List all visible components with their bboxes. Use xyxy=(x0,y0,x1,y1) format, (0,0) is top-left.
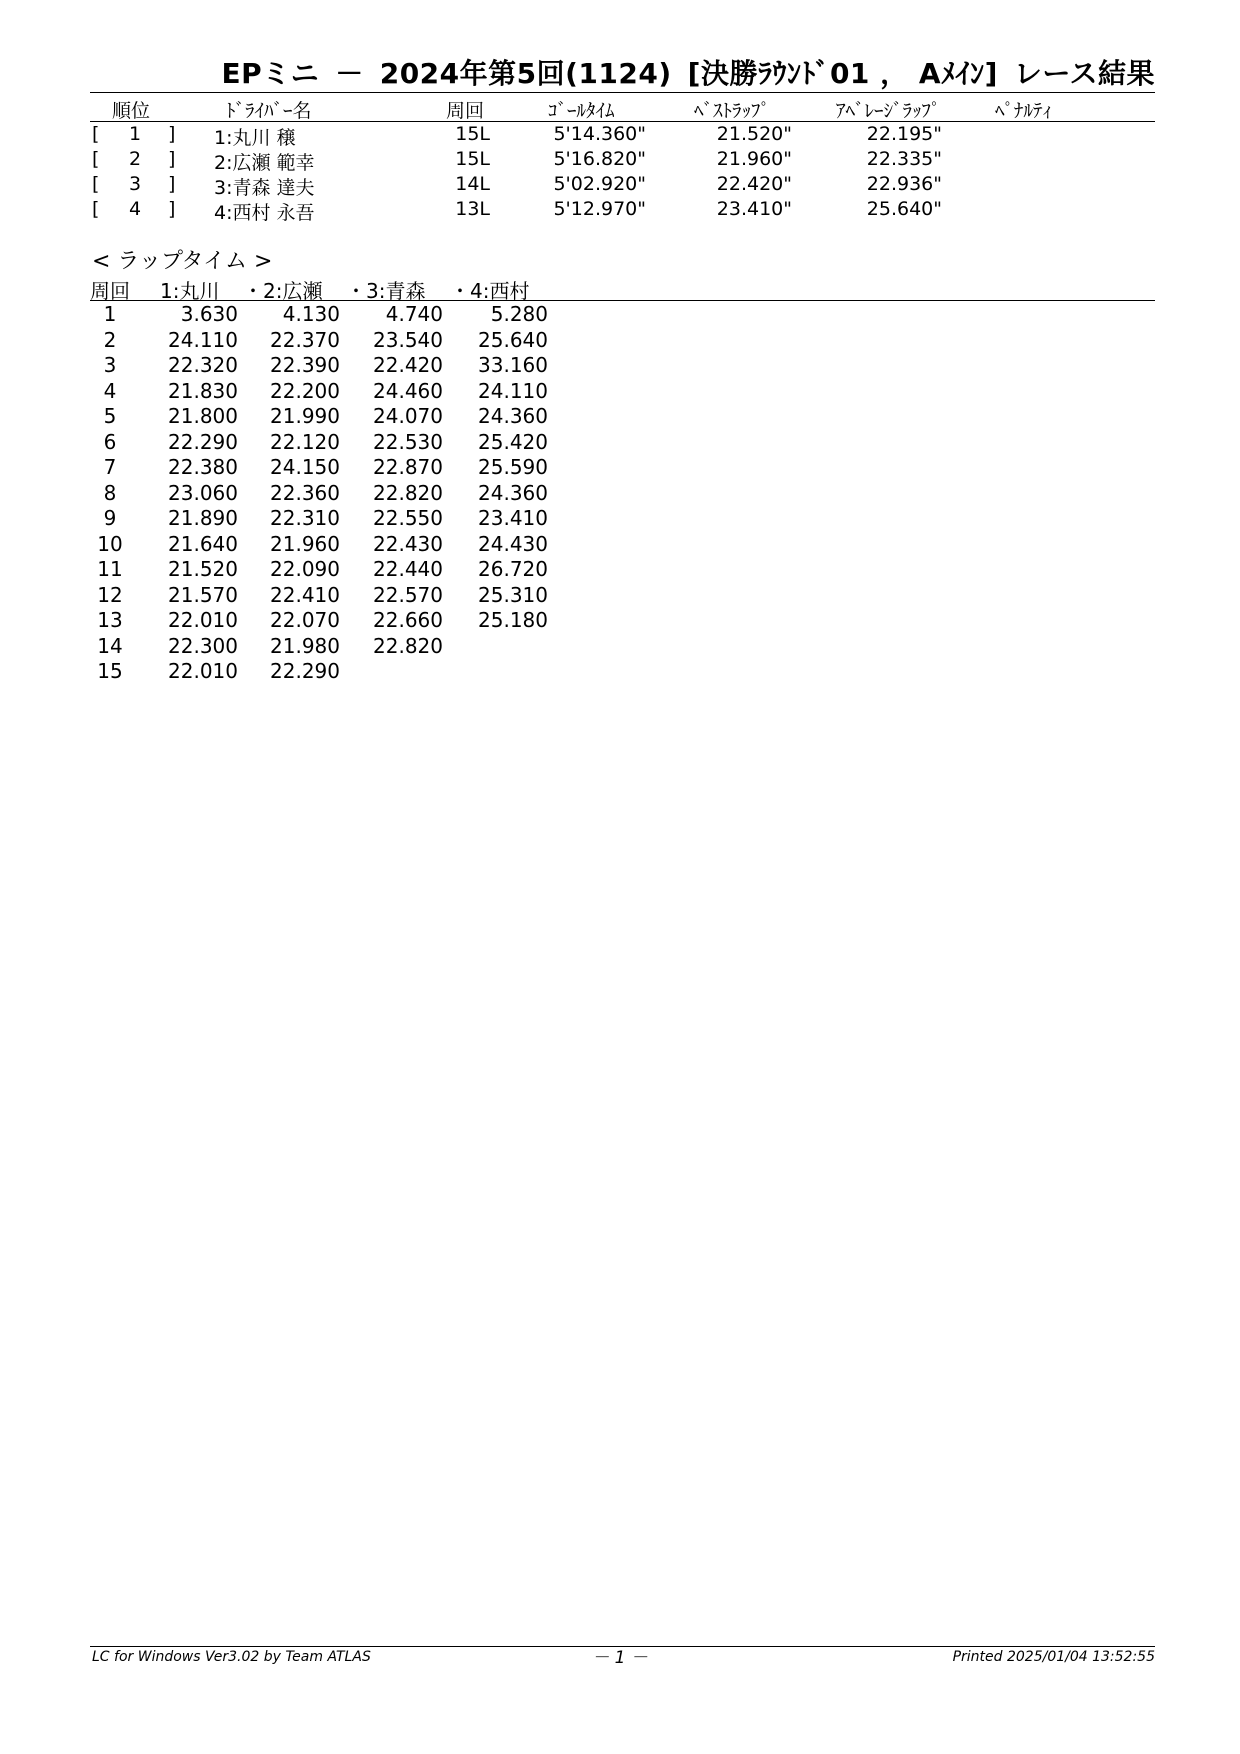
lap-number-cell: 14 xyxy=(97,633,123,658)
lap-time-driver4: 24.430 xyxy=(478,531,548,556)
header-laps: 周回 xyxy=(446,100,485,122)
lap-time-driver2: 24.150 xyxy=(270,455,340,479)
bracket-close: ] xyxy=(168,148,176,170)
result-row xyxy=(0,198,1240,223)
lap-number-cell: 10 xyxy=(97,531,123,556)
laps-header-driver4: ・4:西村 xyxy=(450,279,530,303)
lap-time-driver2: 22.370 xyxy=(270,327,340,352)
goal-time-cell: 5'16.820" xyxy=(553,148,646,170)
lap-time-driver2: 22.310 xyxy=(270,506,340,530)
lap-row xyxy=(0,404,600,429)
header-goal-time: ｺﾞｰﾙﾀｲﾑ xyxy=(548,100,615,122)
lap-time-driver1: 21.890 xyxy=(168,506,238,530)
title-series: EPミニ xyxy=(221,57,320,90)
lap-row xyxy=(0,455,600,480)
lap-row xyxy=(0,353,600,378)
lap-time-driver3: 24.460 xyxy=(373,378,443,403)
lap-number-cell: 8 xyxy=(103,480,117,505)
lap-time-driver1: 3.630 xyxy=(180,302,238,326)
lap-row xyxy=(0,302,600,327)
header-rule xyxy=(90,121,1155,122)
lap-number-cell: 2 xyxy=(103,327,117,352)
laps-header-driver3: ・3:青森 xyxy=(346,279,426,303)
lap-time-driver3: 22.420 xyxy=(373,353,443,377)
lap-row xyxy=(0,379,600,404)
lap-number-cell: 6 xyxy=(103,429,117,454)
lap-time-driver1: 24.110 xyxy=(168,327,238,352)
lap-time-driver1: 22.380 xyxy=(168,455,238,479)
best-lap-cell: 23.410" xyxy=(716,198,792,220)
lap-time-driver2: 22.360 xyxy=(270,480,340,505)
lap-time-driver4: 25.420 xyxy=(478,429,548,454)
header-avg-lap: ｱﾍﾞﾚｰｼﾞﾗｯﾌﾟ xyxy=(836,100,941,122)
lap-time-driver4: 26.720 xyxy=(478,557,548,581)
rank-cell: 4 xyxy=(128,198,142,220)
driver-cell: 4:西村 永吾 xyxy=(214,202,315,224)
bracket-close: ] xyxy=(168,173,176,195)
lap-time-driver3: 23.540 xyxy=(373,327,443,352)
title-event: 2024年第5回(1124) xyxy=(379,57,672,90)
lap-time-driver1: 21.640 xyxy=(168,531,238,556)
lap-number-cell: 9 xyxy=(103,506,117,530)
lap-time-driver2: 22.410 xyxy=(270,582,340,607)
page-number: － 1 － xyxy=(592,1648,648,1668)
laps-cell: 14L xyxy=(455,173,490,195)
avg-lap-cell: 22.335" xyxy=(866,148,942,170)
lap-number-cell: 7 xyxy=(103,455,117,479)
lap-time-driver2: 22.290 xyxy=(270,659,340,683)
lap-time-driver2: 21.960 xyxy=(270,531,340,556)
lap-time-driver4: 33.160 xyxy=(478,353,548,377)
laps-cell: 15L xyxy=(455,123,490,145)
title-rule xyxy=(90,92,1155,93)
lap-time-driver4: 24.110 xyxy=(478,378,548,403)
driver-cell: 1:丸川 穣 xyxy=(214,127,296,149)
result-row xyxy=(0,148,1240,173)
bracket-close: ] xyxy=(168,123,176,145)
lap-time-driver3: 22.820 xyxy=(373,633,443,658)
lap-row xyxy=(0,583,600,608)
lap-number-cell: 11 xyxy=(97,557,123,581)
footer-printed: Printed 2025/01/04 13:52:55 xyxy=(952,1649,1155,1665)
lap-row xyxy=(0,328,600,353)
lap-time-driver3: 22.570 xyxy=(373,582,443,607)
lap-number-cell: 12 xyxy=(97,582,123,607)
lap-time-driver1: 22.290 xyxy=(168,429,238,454)
lap-time-driver3: 22.530 xyxy=(373,429,443,454)
lap-time-driver2: 21.980 xyxy=(270,633,340,658)
avg-lap-cell: 22.195" xyxy=(866,123,942,145)
header-rank: 順位 xyxy=(112,100,151,122)
lap-row xyxy=(0,557,600,582)
header-penalty: ﾍﾟﾅﾙﾃｨ xyxy=(995,100,1053,122)
laps-header-driver2: ・2:広瀬 xyxy=(243,279,323,303)
footer-software: LC for Windows Ver3.02 by Team ATLAS xyxy=(92,1649,371,1665)
driver-cell: 2:広瀬 範幸 xyxy=(214,152,315,174)
bracket-open: [ xyxy=(92,173,100,195)
lap-time-driver3: 22.820 xyxy=(373,480,443,505)
lap-row xyxy=(0,532,600,557)
laps-header-driver1: 1:丸川 xyxy=(160,279,220,303)
lap-number-cell: 13 xyxy=(97,608,123,632)
laps-cell: 15L xyxy=(455,148,490,170)
lap-time-driver3: 22.550 xyxy=(373,506,443,530)
rank-cell: 1 xyxy=(128,123,142,145)
lap-time-driver1: 21.570 xyxy=(168,582,238,607)
lap-time-driver1: 21.830 xyxy=(168,378,238,403)
laps-cell: 13L xyxy=(455,198,490,220)
lap-time-driver1: 21.800 xyxy=(168,404,238,428)
lap-number-cell: 3 xyxy=(103,353,117,377)
lap-time-driver2: 22.200 xyxy=(270,378,340,403)
rank-cell: 2 xyxy=(128,148,142,170)
lap-time-driver4: 5.280 xyxy=(490,302,548,326)
lap-time-driver1: 22.010 xyxy=(168,608,238,632)
laps-header-lap: 周回 xyxy=(90,279,130,303)
lap-row xyxy=(0,634,600,659)
lap-time-driver4: 24.360 xyxy=(478,480,548,505)
lap-time-driver3: 22.660 xyxy=(373,608,443,632)
lap-time-driver2: 22.070 xyxy=(270,608,340,632)
best-lap-cell: 22.420" xyxy=(716,173,792,195)
avg-lap-cell: 25.640" xyxy=(866,198,942,220)
bracket-close: ] xyxy=(168,198,176,220)
header-best-lap: ﾍﾞｽﾄﾗｯﾌﾟ xyxy=(694,100,771,122)
lap-time-driver4: 23.410 xyxy=(478,506,548,530)
driver-cell: 3:青森 達夫 xyxy=(214,177,315,199)
lap-time-driver4: 25.310 xyxy=(478,582,548,607)
lap-row xyxy=(0,481,600,506)
lap-time-driver1: 23.060 xyxy=(168,480,238,505)
lap-number-cell: 4 xyxy=(103,378,117,403)
goal-time-cell: 5'02.920" xyxy=(553,173,646,195)
lap-time-driver4: 24.360 xyxy=(478,404,548,428)
lap-time-driver2: 22.390 xyxy=(270,353,340,377)
goal-time-cell: 5'12.970" xyxy=(553,198,646,220)
bracket-open: [ xyxy=(92,123,100,145)
lap-time-driver1: 22.010 xyxy=(168,659,238,683)
lap-time-driver4: 25.640 xyxy=(478,327,548,352)
lap-time-driver1: 22.320 xyxy=(168,353,238,377)
results-header xyxy=(0,96,1240,120)
rank-cell: 3 xyxy=(128,173,142,195)
lap-time-driver3: 24.070 xyxy=(373,404,443,428)
bracket-open: [ xyxy=(92,148,100,170)
lap-time-driver3: 22.870 xyxy=(373,455,443,479)
lap-time-driver2: 22.090 xyxy=(270,557,340,581)
header-driver: ﾄﾞﾗｲﾊﾞｰ名 xyxy=(226,100,312,122)
lap-row xyxy=(0,659,600,684)
best-lap-cell: 21.520" xyxy=(716,123,792,145)
result-row xyxy=(0,173,1240,198)
title-round: [決勝ﾗｳﾝﾄﾞ01 ， Aﾒｲﾝ] xyxy=(687,57,998,90)
lap-row xyxy=(0,506,600,531)
lap-row xyxy=(0,608,600,633)
result-row xyxy=(0,123,1240,148)
lap-number-cell: 5 xyxy=(103,404,117,428)
best-lap-cell: 21.960" xyxy=(716,148,792,170)
title-suffix: レース結果 xyxy=(1013,57,1155,90)
goal-time-cell: 5'14.360" xyxy=(553,123,646,145)
bracket-open: [ xyxy=(92,198,100,220)
lap-time-driver3: 22.430 xyxy=(373,531,443,556)
title-dash: － xyxy=(335,57,364,90)
lap-number-cell: 1 xyxy=(103,302,117,326)
lap-row xyxy=(0,430,600,455)
laps-header xyxy=(90,275,590,301)
lap-time-driver1: 21.520 xyxy=(168,557,238,581)
page-title xyxy=(90,52,1155,92)
lap-time-driver4: 25.180 xyxy=(478,608,548,632)
lap-time-driver3: 22.440 xyxy=(373,557,443,581)
lap-number-cell: 15 xyxy=(97,659,123,683)
laps-section-title: < ラップタイム > xyxy=(92,249,273,274)
lap-time-driver2: 21.990 xyxy=(270,404,340,428)
lap-time-driver2: 22.120 xyxy=(270,429,340,454)
lap-time-driver3: 4.740 xyxy=(385,302,443,326)
laps-header-rule xyxy=(90,300,1155,301)
avg-lap-cell: 22.936" xyxy=(866,173,942,195)
lap-time-driver4: 25.590 xyxy=(478,455,548,479)
lap-time-driver2: 4.130 xyxy=(282,302,340,326)
lap-time-driver1: 22.300 xyxy=(168,633,238,658)
